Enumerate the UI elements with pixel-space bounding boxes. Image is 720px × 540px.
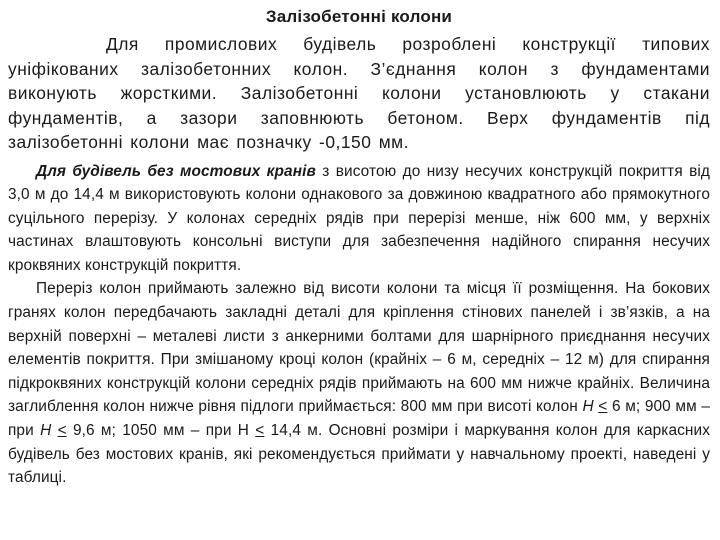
less-equal-sign: < xyxy=(598,398,608,416)
height-symbol: Н xyxy=(582,398,594,416)
page-title: Залізобетонні колони xyxy=(265,7,453,26)
paragraph-body: з висотою до низу несучих конструкцій покриття від 3,0 м до 14,4 м використовують колони однакового за довжиною квадратного або прямокутного суцільного перерізу. У колонах середніх рядів при перерізі менше, ніж 600 мм, у верхніх частинах влаштовують консольні виступи для забезпечення надійного спирання несучих кроквяних конструкцій покриття. xyxy=(8,162,710,274)
paragraph-column-section xyxy=(8,277,710,489)
paragraph-text-part: Переріз колон приймають залежно від висоти колони та місця її розміщення. На бокових гранях колон передбачають закладні деталі для кріплення стінових панелей і зв’язків, а на верхній поверхні – металеві листи з анкерними болтами для шарнірного приєднання несучих елементів покриття. При змішаному кроці колон (крайніх – 6 м, середніх – 12 м) для спирання підкроквяних конструкцій колони середніх рядів приймають на 600 мм нижче крайніх. Величина заглиблення колон нижче рівня підлоги приймається: 800 мм при висоті колон xyxy=(8,280,710,416)
paragraph-text-part: 6 м; 900 мм – при xyxy=(8,398,710,440)
paragraph-text-part: 9,6 м; 1050 мм – при Н xyxy=(66,422,256,440)
height-symbol: Н xyxy=(40,422,52,440)
paragraph-intro: Для промислових будівель розроблені конструкції типових уніфікованих залізобетонних колон. З’єднання колон з фундаментами виконують жорсткими. Залізобетонні колони установлюють у стакани фундаментів, а зазори заповнюють бетоном. Верх фундаментів під залізобетонні колони має позначку -0,150 мм. xyxy=(8,34,710,152)
paragraph-lead-phrase: Для будівель без мостових кранів xyxy=(36,162,316,180)
less-equal-sign: < xyxy=(255,422,265,440)
less-equal-sign: < xyxy=(57,422,67,440)
paragraph-text-part: 14,4 м. Основні розміри і маркування колон для каркасних будівель без мостових кранів, які рекомендується приймати у навчальному проекті, наведені у таблиці. xyxy=(8,422,710,487)
paragraph-no-crane-buildings xyxy=(8,160,710,278)
